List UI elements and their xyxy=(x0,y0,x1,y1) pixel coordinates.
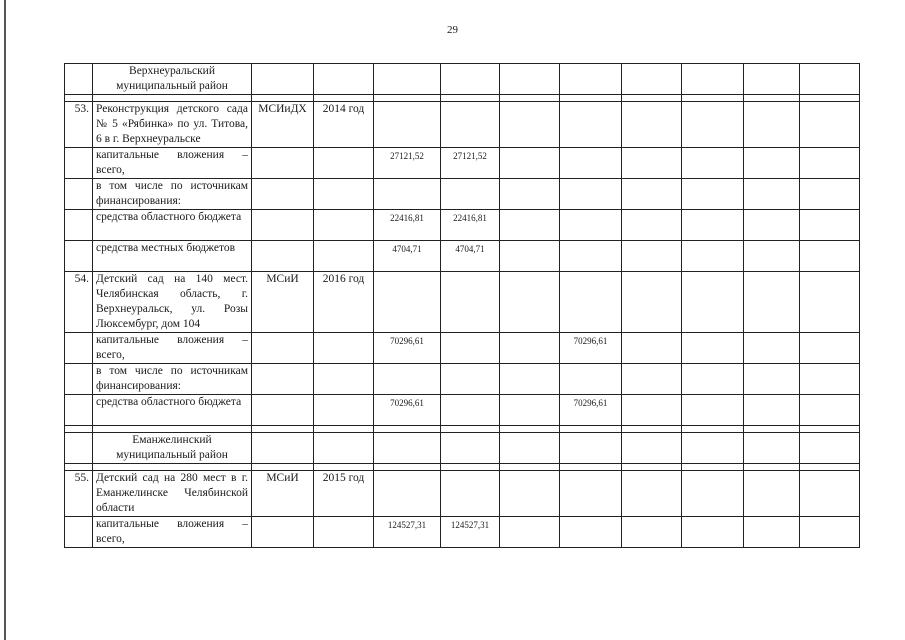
empty-cell xyxy=(65,517,93,548)
empty-cell xyxy=(682,433,744,464)
empty-cell xyxy=(800,364,860,395)
value-2014: 27121,52 xyxy=(441,148,500,179)
total-value: 22416,81 xyxy=(374,210,441,241)
empty-cell xyxy=(252,179,314,210)
value-2016 xyxy=(560,241,622,272)
funding-row xyxy=(65,333,860,364)
empty-cell xyxy=(314,179,374,210)
value-2016: 70296,61 xyxy=(560,333,622,364)
empty-cell xyxy=(441,471,500,517)
empty-cell xyxy=(744,517,800,548)
empty-cell xyxy=(252,364,314,395)
total-value xyxy=(374,364,441,395)
empty-cell xyxy=(65,210,93,241)
value-2016 xyxy=(560,210,622,241)
empty-cell xyxy=(622,241,682,272)
empty-cell xyxy=(682,333,744,364)
empty-cell xyxy=(800,464,860,471)
value-2016 xyxy=(560,364,622,395)
page-number: 29 xyxy=(447,24,458,36)
empty-cell xyxy=(744,471,800,517)
empty-cell xyxy=(560,471,622,517)
empty-cell xyxy=(744,272,800,333)
empty-cell xyxy=(744,464,800,471)
empty-cell xyxy=(800,272,860,333)
empty-cell xyxy=(744,433,800,464)
empty-cell xyxy=(252,210,314,241)
row-number: 55. xyxy=(65,471,93,517)
empty-cell xyxy=(65,333,93,364)
district-row xyxy=(65,433,860,464)
funding-label: капитальные вложения – всего, xyxy=(93,148,252,179)
empty-cell xyxy=(252,517,314,548)
empty-cell xyxy=(65,95,93,102)
empty-cell xyxy=(252,148,314,179)
empty-cell xyxy=(560,426,622,433)
total-value: 70296,61 xyxy=(374,333,441,364)
empty-cell xyxy=(314,464,374,471)
empty-cell xyxy=(622,426,682,433)
empty-cell xyxy=(314,241,374,272)
customer: МСиИ xyxy=(252,471,314,517)
empty-cell xyxy=(65,241,93,272)
empty-cell xyxy=(374,102,441,148)
empty-cell xyxy=(65,395,93,426)
empty-cell xyxy=(500,102,560,148)
table-body xyxy=(65,64,860,548)
empty-cell xyxy=(252,95,314,102)
empty-cell xyxy=(682,64,744,95)
value-2016 xyxy=(560,179,622,210)
empty-cell xyxy=(622,395,682,426)
funding-row xyxy=(65,517,860,548)
empty-cell xyxy=(800,148,860,179)
empty-cell xyxy=(622,464,682,471)
value-2015 xyxy=(500,395,560,426)
project-name: Реконструкция детского сада № 5 «Рябинка» по ул. Титова, 6 в г. Верхнеуральске xyxy=(93,102,252,148)
empty-cell xyxy=(560,102,622,148)
empty-cell xyxy=(622,364,682,395)
district-row xyxy=(65,64,860,95)
funding-label: в том числе по источникам финансирования: xyxy=(93,179,252,210)
funding-label: капитальные вложения – всего, xyxy=(93,333,252,364)
empty-cell xyxy=(65,426,93,433)
empty-cell xyxy=(622,148,682,179)
empty-cell xyxy=(682,395,744,426)
empty-cell xyxy=(800,179,860,210)
empty-cell xyxy=(441,464,500,471)
value-2015 xyxy=(500,517,560,548)
total-value: 124527,31 xyxy=(374,517,441,548)
empty-cell xyxy=(744,102,800,148)
funding-row xyxy=(65,364,860,395)
empty-cell xyxy=(682,272,744,333)
empty-cell xyxy=(682,210,744,241)
empty-cell xyxy=(800,433,860,464)
value-2016: 70296,61 xyxy=(560,395,622,426)
empty-cell xyxy=(65,433,93,464)
district-name: Верхнеуральский муниципальный район xyxy=(93,64,252,95)
total-value: 70296,61 xyxy=(374,395,441,426)
empty-cell xyxy=(682,426,744,433)
value-2014: 4704,71 xyxy=(441,241,500,272)
empty-cell xyxy=(682,364,744,395)
empty-cell xyxy=(65,364,93,395)
completion-year: 2016 год xyxy=(314,272,374,333)
empty-cell xyxy=(800,395,860,426)
empty-cell xyxy=(65,148,93,179)
value-2015 xyxy=(500,210,560,241)
completion-year: 2015 год xyxy=(314,471,374,517)
empty-cell xyxy=(374,64,441,95)
value-2015 xyxy=(500,179,560,210)
empty-cell xyxy=(441,64,500,95)
empty-cell xyxy=(314,433,374,464)
empty-cell xyxy=(800,426,860,433)
funding-label: средства областного бюджета xyxy=(93,395,252,426)
empty-cell xyxy=(500,95,560,102)
value-2014 xyxy=(441,364,500,395)
empty-cell xyxy=(252,433,314,464)
financing-table xyxy=(64,63,860,548)
scan-edge-line xyxy=(4,0,6,640)
empty-cell xyxy=(314,426,374,433)
empty-cell xyxy=(560,272,622,333)
spacer-row xyxy=(65,426,860,433)
empty-cell xyxy=(560,64,622,95)
total-value: 4704,71 xyxy=(374,241,441,272)
empty-cell xyxy=(682,95,744,102)
project-row xyxy=(65,102,860,148)
project-name: Детский сад на 140 мест. Челябинская область, г. Верхнеуральск, ул. Розы Люксембург, дом 104 xyxy=(93,272,252,333)
empty-cell xyxy=(800,471,860,517)
empty-cell xyxy=(500,433,560,464)
empty-cell xyxy=(441,272,500,333)
empty-cell xyxy=(800,210,860,241)
empty-cell xyxy=(744,64,800,95)
project-row xyxy=(65,471,860,517)
empty-cell xyxy=(314,64,374,95)
value-2014 xyxy=(441,395,500,426)
empty-cell xyxy=(441,102,500,148)
customer: МСиИ xyxy=(252,272,314,333)
funding-row xyxy=(65,179,860,210)
empty-cell xyxy=(744,426,800,433)
value-2015 xyxy=(500,148,560,179)
empty-cell xyxy=(441,433,500,464)
empty-cell xyxy=(622,433,682,464)
funding-row xyxy=(65,241,860,272)
funding-row xyxy=(65,395,860,426)
empty-cell xyxy=(374,433,441,464)
total-value xyxy=(374,179,441,210)
value-2015 xyxy=(500,241,560,272)
funding-label: в том числе по источникам финансирования: xyxy=(93,364,252,395)
empty-cell xyxy=(500,272,560,333)
spacer-row xyxy=(65,464,860,471)
empty-cell xyxy=(93,426,252,433)
funding-row xyxy=(65,210,860,241)
empty-cell xyxy=(622,210,682,241)
empty-cell xyxy=(622,64,682,95)
empty-cell xyxy=(800,241,860,272)
empty-cell xyxy=(93,464,252,471)
empty-cell xyxy=(800,64,860,95)
funding-label: средства местных бюджетов xyxy=(93,241,252,272)
empty-cell xyxy=(252,241,314,272)
empty-cell xyxy=(252,333,314,364)
empty-cell xyxy=(441,95,500,102)
empty-cell xyxy=(500,471,560,517)
empty-cell xyxy=(374,471,441,517)
empty-cell xyxy=(682,102,744,148)
project-row xyxy=(65,272,860,333)
total-value: 27121,52 xyxy=(374,148,441,179)
empty-cell xyxy=(252,64,314,95)
empty-cell xyxy=(744,95,800,102)
empty-cell xyxy=(744,210,800,241)
empty-cell xyxy=(560,464,622,471)
empty-cell xyxy=(93,95,252,102)
empty-cell xyxy=(800,102,860,148)
row-number: 54. xyxy=(65,272,93,333)
empty-cell xyxy=(622,471,682,517)
empty-cell xyxy=(744,395,800,426)
empty-cell xyxy=(744,148,800,179)
empty-cell xyxy=(682,464,744,471)
empty-cell xyxy=(560,95,622,102)
project-name: Детский сад на 280 мест в г. Еманжелинске Челябинской области xyxy=(93,471,252,517)
completion-year: 2014 год xyxy=(314,102,374,148)
empty-cell xyxy=(560,433,622,464)
empty-cell xyxy=(374,426,441,433)
value-2014 xyxy=(441,333,500,364)
empty-cell xyxy=(252,426,314,433)
empty-cell xyxy=(65,464,93,471)
value-2015 xyxy=(500,364,560,395)
funding-label: капитальные вложения – всего, xyxy=(93,517,252,548)
empty-cell xyxy=(744,333,800,364)
empty-cell xyxy=(65,179,93,210)
empty-cell xyxy=(314,210,374,241)
spacer-row xyxy=(65,95,860,102)
empty-cell xyxy=(622,102,682,148)
empty-cell xyxy=(622,517,682,548)
empty-cell xyxy=(800,333,860,364)
value-2016 xyxy=(560,148,622,179)
empty-cell xyxy=(682,471,744,517)
empty-cell xyxy=(65,64,93,95)
empty-cell xyxy=(744,179,800,210)
funding-row xyxy=(65,148,860,179)
empty-cell xyxy=(314,333,374,364)
empty-cell xyxy=(622,272,682,333)
customer: МСИиДХ xyxy=(252,102,314,148)
empty-cell xyxy=(252,464,314,471)
empty-cell xyxy=(500,464,560,471)
empty-cell xyxy=(314,517,374,548)
empty-cell xyxy=(314,148,374,179)
value-2014: 22416,81 xyxy=(441,210,500,241)
value-2016 xyxy=(560,517,622,548)
empty-cell xyxy=(374,95,441,102)
empty-cell xyxy=(441,426,500,433)
value-2014 xyxy=(441,179,500,210)
empty-cell xyxy=(622,179,682,210)
empty-cell xyxy=(314,364,374,395)
row-number: 53. xyxy=(65,102,93,148)
value-2015 xyxy=(500,333,560,364)
empty-cell xyxy=(314,95,374,102)
empty-cell xyxy=(374,272,441,333)
empty-cell xyxy=(252,395,314,426)
empty-cell xyxy=(682,148,744,179)
funding-label: средства областного бюджета xyxy=(93,210,252,241)
empty-cell xyxy=(622,95,682,102)
empty-cell xyxy=(744,364,800,395)
empty-cell xyxy=(682,179,744,210)
empty-cell xyxy=(374,464,441,471)
empty-cell xyxy=(800,95,860,102)
empty-cell xyxy=(744,241,800,272)
empty-cell xyxy=(682,241,744,272)
empty-cell xyxy=(682,517,744,548)
value-2014: 124527,31 xyxy=(441,517,500,548)
empty-cell xyxy=(314,395,374,426)
empty-cell xyxy=(622,333,682,364)
district-name: Еманжелинский муниципальный район xyxy=(93,433,252,464)
empty-cell xyxy=(500,64,560,95)
empty-cell xyxy=(800,517,860,548)
empty-cell xyxy=(500,426,560,433)
